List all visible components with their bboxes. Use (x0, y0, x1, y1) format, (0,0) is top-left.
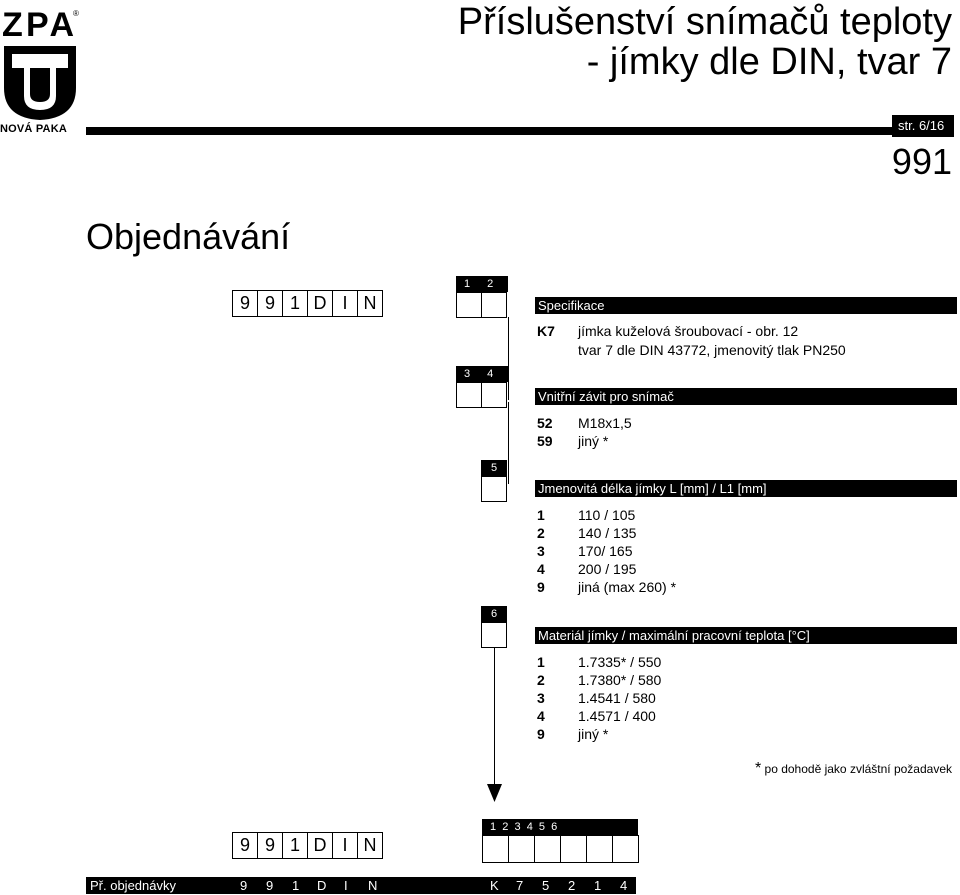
spec-title: Specifikace (535, 297, 957, 314)
svg-text:®: ® (73, 9, 79, 18)
code-char: 1 (283, 833, 308, 858)
option-text: jiný * (578, 433, 609, 449)
option-code: 4 (537, 561, 545, 577)
arrow-down-icon (487, 784, 502, 802)
example-position-boxes (482, 835, 639, 863)
thread-title: Vnitřní závit pro snímač (535, 388, 957, 405)
order-example-bar (86, 877, 636, 894)
example-position-box (587, 836, 613, 862)
example-position-box (561, 836, 587, 862)
connector-line (508, 317, 509, 400)
option-text: jiný * (578, 726, 609, 742)
option-text: M18x1,5 (578, 415, 632, 431)
code-char: 9 (233, 291, 258, 316)
length-title: Jmenovitá délka jímky L [mm] / L1 [mm] (535, 480, 957, 497)
option-text: jímka kuželová šroubovací - obr. 12 (578, 323, 799, 339)
product-number: 991 (891, 141, 952, 182)
option-code: 9 (537, 726, 545, 742)
option-text: jiná (max 260) * (578, 579, 677, 595)
option-text: 110 / 105 (578, 507, 636, 523)
connector-line (494, 648, 495, 788)
option-text: 200 / 195 (578, 561, 637, 577)
example-code-char: 9 (266, 878, 274, 893)
option-text: 1.4571 / 400 (578, 708, 656, 724)
position-box-4 (481, 382, 507, 408)
code-char: 9 (233, 833, 258, 858)
option-code: 3 (537, 690, 545, 706)
option-code: 9 (537, 579, 545, 595)
option-code: 52 (537, 415, 553, 431)
material-title: Materiál jímky / maximální pracovní teplota [°C] (535, 627, 957, 644)
option-code: K7 (537, 323, 555, 339)
code-char: D (308, 291, 333, 316)
example-value: 2 (568, 878, 576, 893)
code-char: D (308, 833, 333, 858)
example-value: K (490, 878, 499, 893)
option-text: 1.7380* / 580 (578, 672, 662, 688)
connector-line (508, 402, 509, 484)
position-label-3-4: 3 4 (456, 366, 508, 382)
order-example-label: Př. objednávky (90, 878, 176, 893)
zpa-logo (0, 0, 84, 140)
order-code-boxes (232, 290, 383, 317)
option-code: 3 (537, 543, 545, 559)
footnote-star: * (754, 760, 762, 777)
logo-place: NOVÁ PAKA (0, 123, 67, 135)
title-line-1: Příslušenství snímačů teploty (457, 1, 952, 43)
option-code: 59 (537, 433, 553, 449)
svg-text:ZPA: ZPA (2, 6, 74, 44)
footnote (755, 760, 952, 778)
example-code-char: 9 (240, 878, 248, 893)
page-number: str. 6/16 (892, 115, 954, 137)
option-text: 1.4541 / 580 (578, 690, 656, 706)
code-char: I (333, 833, 358, 858)
example-code-char: D (317, 878, 327, 893)
position-box-1 (456, 292, 482, 318)
example-code-char: I (344, 878, 348, 893)
section-title: Objednávání (86, 216, 291, 257)
example-value: 4 (620, 878, 628, 893)
position-box-5 (481, 476, 507, 502)
example-value: 1 (594, 878, 602, 893)
footnote-text: po dohodě jako zvláštní požadavek (764, 762, 952, 776)
example-code-boxes (232, 832, 383, 859)
example-value: 7 (516, 878, 524, 893)
example-position-box (483, 836, 509, 862)
code-char: I (333, 291, 358, 316)
title-line-2: - jímky dle DIN, tvar 7 (586, 41, 952, 83)
position-label-1-2: 1 2 (456, 276, 508, 292)
position-label-5: 5 (481, 460, 507, 476)
header-rule (86, 127, 952, 135)
option-code: 4 (537, 708, 545, 724)
option-code: 2 (537, 672, 545, 688)
option-code: 1 (537, 507, 545, 523)
option-code: 2 (537, 525, 545, 541)
code-char: N (358, 833, 383, 858)
position-box-3 (456, 382, 482, 408)
example-position-box (613, 836, 639, 862)
page-title (458, 2, 952, 82)
example-position-labels: 1 2 3 4 5 6 (482, 819, 638, 835)
example-value: 5 (542, 878, 550, 893)
example-position-box (535, 836, 561, 862)
example-position-box (509, 836, 535, 862)
option-text: 140 / 135 (578, 525, 637, 541)
code-char: 9 (258, 833, 283, 858)
position-box-6 (481, 622, 507, 648)
code-char: N (358, 291, 383, 316)
example-code-char: N (368, 878, 378, 893)
option-text: 1.7335* / 550 (578, 654, 662, 670)
example-code-char: 1 (292, 878, 300, 893)
code-char: 9 (258, 291, 283, 316)
position-label-6: 6 (481, 606, 507, 622)
option-text: tvar 7 dle DIN 43772, jmenovitý tlak PN250 (578, 342, 846, 358)
option-code: 1 (537, 654, 545, 670)
option-text: 170/ 165 (578, 543, 633, 559)
code-char: 1 (283, 291, 308, 316)
position-box-2 (481, 292, 507, 318)
